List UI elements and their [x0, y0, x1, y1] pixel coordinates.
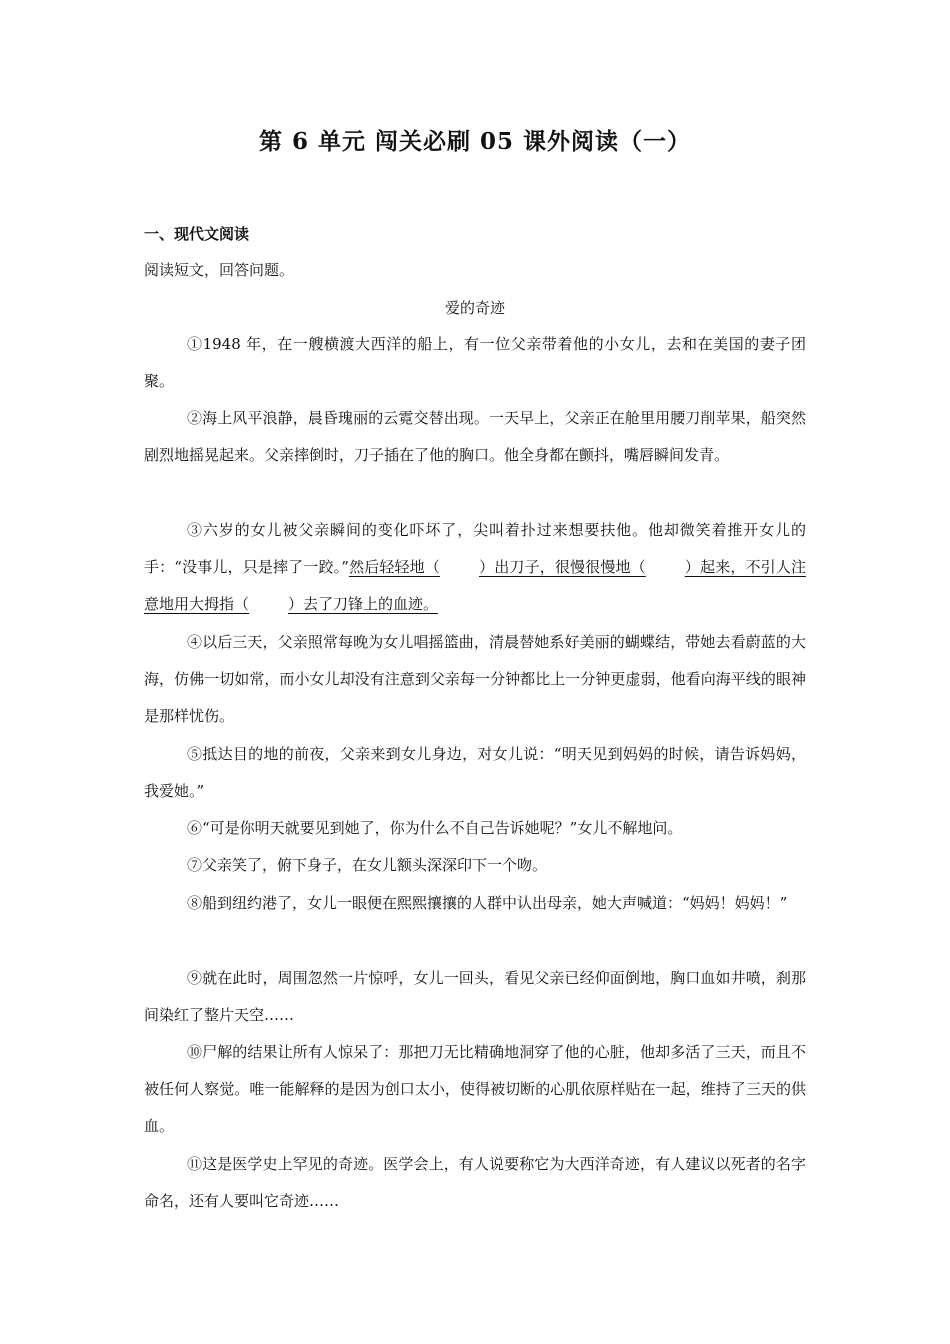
paragraph-7: ⑦父亲笑了，俯下身子，在女儿额头深深印下一个吻。 [187, 856, 548, 874]
paragraph-11: ⑪这是医学史上罕见的奇迹。医学会上，有人说要称它为大西洋奇迹，有人建议以死者的名字命名，还有人要叫它奇迹…… [144, 1155, 806, 1210]
paragraph-3 [144, 512, 806, 623]
paragraph-9: ⑨就在此时，周围忽然一片惊呼，女儿一回头，看见父亲已经仰面倒地，胸口血如井喷，刹那间染红了整片天空…… [144, 969, 806, 1024]
paragraph-5: ⑤抵达目的地的前夜，父亲来到女儿身边，对女儿说：“明天见到妈妈的时候，请告诉妈妈，我爱她。” [144, 745, 806, 800]
underlined-part-4: ）去了刀锋上的血迹。 [288, 595, 439, 613]
paragraph-4: ④以后三天，父亲照常每晚为女儿唱摇篮曲，清晨替她系好美丽的蝴蝶结，带她去看蔚蓝的大海，仿佛一切如常，而小女儿却没有注意到父亲每一分钟都比上一分钟更虚弱，他看向海平线的眼神是那样忧伤。 [144, 633, 806, 725]
article-title: 爱的奇迹 [444, 299, 505, 317]
reading-instruction: 阅读短文，回答问题。 [144, 261, 295, 279]
page-title: 第 6 单元 闯关必刷 05 课外阅读（一） [258, 128, 692, 155]
paragraph-1: ①1948 年，在一艘横渡大西洋的船上，有一位父亲带着他的小女儿，去和在美国的妻子团聚。 [144, 335, 806, 390]
section-heading: 一、现代文阅读 [144, 225, 250, 243]
paragraph-10: ⑩尸解的结果让所有人惊呆了：那把刀无比精确地洞穿了他的心脏，他却多活了三天，而且不被任何人察觉。唯一能解释的是因为创口太小，使得被切断的心肌依原样贴在一起，维持了三天的供血。 [144, 1043, 806, 1135]
paragraph-6: ⑥“可是你明天就要见到她了，你为什么不自己告诉她呢？”女儿不解地问。 [187, 819, 683, 837]
underlined-part-1: 然后轻轻地（ [348, 558, 440, 576]
paragraph-2: ②海上风平浪静，晨昏瑰丽的云霓交替出现。一天早上，父亲正在舱里用腰刀削苹果，船突然剧烈地摇晃起来。父亲摔倒时，刀子插在了他的胸口。他全身都在颤抖，嘴唇瞬间发青。 [144, 409, 806, 464]
paragraph-3-text: ③六岁的女儿被父亲瞬间的变化吓坏了，尖叫着扑过来想要扶他。他却微笑着推开女儿的手：“没事儿，只是摔了一跤。” [144, 521, 806, 576]
underlined-part-3: ）起来，不引人注意地用大拇指（ [144, 558, 806, 613]
underlined-part-2: ）出刀子，很慢很慢地（ [478, 558, 646, 576]
paragraph-8: ⑧船到纽约港了，女儿一眼便在熙熙攘攘的人群中认出母亲，她大声喊道：“妈妈！妈妈！” [187, 894, 788, 912]
